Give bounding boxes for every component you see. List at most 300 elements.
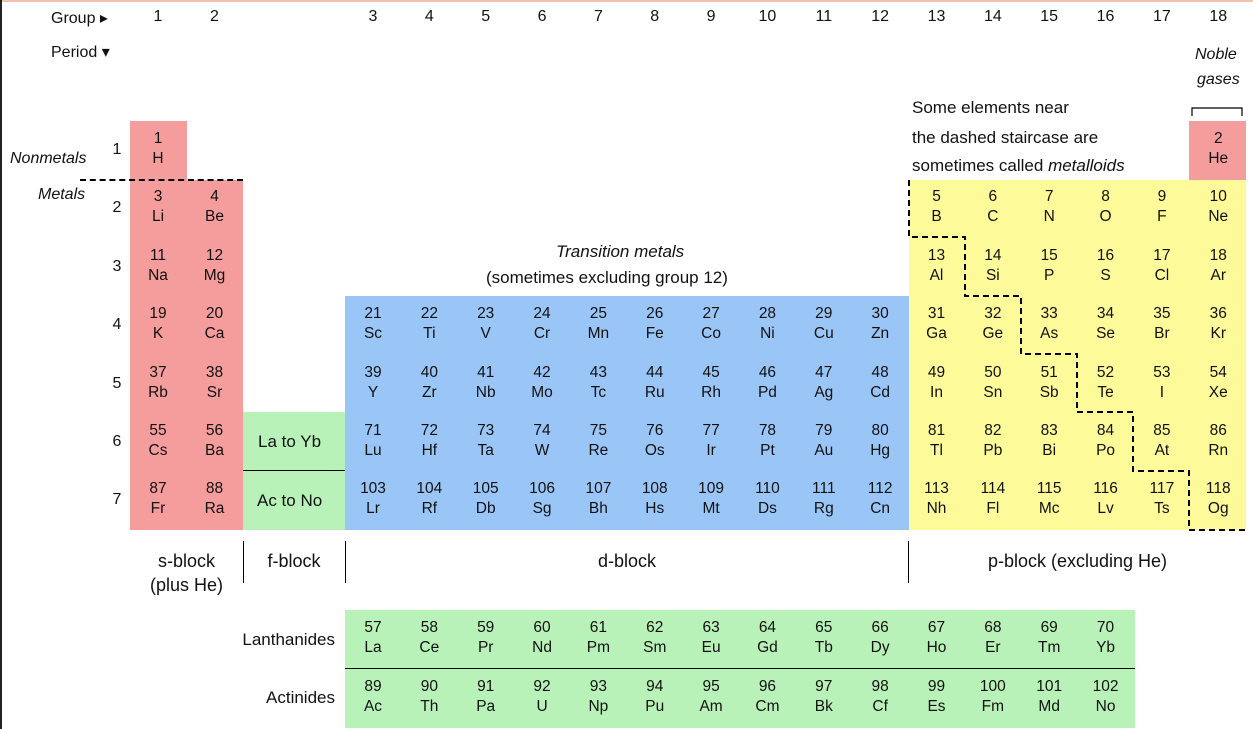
element-symbol: No: [1095, 698, 1116, 715]
atomic-number: 42: [533, 363, 551, 381]
atomic-number: 71: [364, 422, 382, 439]
element-symbol: Hs: [645, 500, 665, 518]
atomic-number: 10: [1209, 188, 1227, 206]
atomic-number: 39: [364, 363, 382, 381]
atomic-number: 88: [205, 480, 224, 498]
element-symbol: Te: [1097, 383, 1114, 401]
atomic-number: 108: [641, 480, 668, 498]
element-symbol: Sb: [1039, 383, 1059, 401]
element-symbol: V: [480, 325, 491, 343]
element-symbol: U: [536, 698, 548, 715]
element-symbol: Co: [701, 325, 721, 343]
element-symbol: Ir: [706, 442, 716, 459]
element-symbol: Db: [475, 500, 496, 518]
f-series-divider: [345, 668, 1135, 669]
element-symbol: In: [930, 383, 943, 401]
atomic-number: 70: [1096, 619, 1115, 636]
element-symbol: Es: [927, 698, 946, 715]
atomic-number: 110: [755, 480, 780, 498]
atomic-number: 11: [149, 246, 167, 264]
atomic-number: 41: [477, 363, 495, 381]
element-cell-la: [345, 618, 401, 658]
atomic-number: 19: [149, 305, 167, 323]
element-symbol: Li: [151, 208, 165, 226]
group-header: Group ▸: [51, 10, 108, 27]
element-symbol: Tc: [590, 383, 607, 401]
atomic-number: 1: [153, 130, 163, 147]
element-symbol: Pm: [586, 639, 611, 656]
element-symbol: Ca: [204, 325, 225, 343]
nonmetals-label: Nonmetals: [10, 150, 87, 167]
element-symbol: Cl: [1154, 266, 1170, 284]
element-cell-ho: [909, 618, 965, 658]
element-symbol: I: [1159, 383, 1165, 401]
atomic-number: 73: [477, 422, 495, 439]
element-symbol: At: [1154, 442, 1170, 459]
element-symbol: Ni: [760, 325, 775, 343]
atomic-number: 13: [927, 246, 946, 264]
atomic-number: 45: [702, 363, 720, 381]
atomic-number: 98: [871, 678, 889, 695]
element-symbol: Tm: [1037, 639, 1061, 656]
noble-gases-label-1: Noble: [1195, 46, 1237, 63]
element-cell-np: [570, 677, 626, 717]
group-number: 1: [153, 8, 163, 25]
element-symbol: Kr: [1210, 325, 1226, 343]
atomic-number: 81: [927, 422, 946, 439]
element-symbol: Ta: [477, 442, 494, 459]
element-symbol: Lv: [1097, 500, 1114, 518]
atomic-number: 105: [472, 480, 499, 498]
element-symbol: Th: [420, 698, 439, 715]
atomic-number: 74: [533, 422, 551, 439]
atomic-number: 36: [1209, 305, 1227, 323]
element-symbol: Po: [1096, 442, 1116, 459]
atomic-number: 8: [1101, 188, 1110, 206]
atomic-number: 82: [984, 422, 1002, 439]
period-header: Period ▾: [51, 44, 110, 61]
element-cell-gd: [739, 618, 795, 658]
atomic-number: 30: [871, 305, 889, 323]
element-cell-pa: [458, 677, 514, 717]
s-block-label: [130, 549, 243, 597]
atomic-number: 90: [420, 678, 438, 695]
atomic-number: 44: [646, 363, 664, 381]
element-symbol: Mn: [587, 325, 610, 343]
atomic-number: 92: [533, 678, 551, 695]
element-symbol: Ac: [363, 698, 383, 715]
transition-metals-label: Transition metals: [556, 242, 685, 261]
atomic-number: 24: [533, 305, 551, 323]
atomic-number: 68: [984, 619, 1002, 636]
element-cell-pu: [627, 677, 683, 717]
element-symbol: Fl: [986, 500, 1000, 518]
element-symbol: Mo: [531, 383, 553, 401]
element-symbol: Al: [929, 266, 944, 284]
element-symbol: Nh: [926, 500, 947, 518]
atomic-number: 56: [205, 422, 224, 439]
element-symbol: Np: [588, 698, 609, 715]
atomic-number: 65: [815, 619, 833, 636]
element-cell-tm: [1021, 618, 1077, 658]
group-number: 2: [210, 8, 219, 25]
element-symbol: Gd: [757, 639, 778, 656]
atomic-number: 78: [758, 422, 777, 439]
atomic-number: 60: [533, 619, 551, 636]
element-symbol: Pt: [760, 442, 775, 459]
element-symbol: Au: [814, 442, 834, 459]
atomic-number: 96: [758, 678, 777, 695]
element-symbol: Sn: [983, 383, 1003, 401]
atomic-number: 34: [1096, 305, 1115, 323]
atomic-number: 64: [758, 619, 777, 636]
atomic-number: 57: [364, 619, 382, 636]
group-number: 8: [650, 8, 660, 25]
group-number: 17: [1152, 8, 1171, 25]
atomic-number: 61: [589, 619, 608, 636]
element-cell-u: [514, 677, 570, 717]
atomic-number: 89: [364, 678, 382, 695]
element-symbol: Rf: [421, 500, 438, 518]
element-cell-tb: [796, 618, 852, 658]
atomic-number: 112: [867, 480, 893, 498]
atomic-number: 72: [420, 422, 438, 439]
atomic-number: 49: [927, 363, 946, 381]
atomic-number: 35: [1153, 305, 1171, 323]
atomic-number: 107: [585, 480, 612, 498]
atomic-number: 116: [1093, 480, 1118, 498]
atomic-number: 86: [1209, 422, 1227, 439]
atomic-number: 93: [589, 678, 608, 695]
element-symbol: Hf: [421, 442, 438, 459]
element-symbol: Sm: [643, 639, 667, 656]
atomic-number: 79: [815, 422, 833, 439]
element-symbol: Ag: [814, 383, 834, 401]
atomic-number: 9: [1157, 188, 1167, 206]
s-block-label-line-1: s-block: [157, 551, 215, 571]
element-symbol: Rh: [701, 383, 721, 401]
element-symbol: O: [1099, 208, 1112, 226]
atomic-number: 111: [812, 480, 836, 498]
element-symbol: Cu: [813, 325, 834, 343]
element-symbol: Ne: [1208, 208, 1229, 226]
atomic-number: 20: [205, 305, 224, 323]
atomic-number: 106: [529, 480, 555, 498]
element-cell-md: [1021, 677, 1077, 717]
atomic-number: 23: [477, 305, 495, 323]
atomic-number: 17: [1153, 246, 1171, 264]
atomic-number: 102: [1092, 678, 1119, 695]
period-number: 4: [112, 316, 122, 334]
atomic-number: 3: [153, 188, 163, 206]
period-number: 3: [112, 257, 122, 275]
element-symbol: P: [1044, 266, 1055, 284]
element-symbol: N: [1043, 208, 1055, 226]
element-cell-cm: [739, 677, 795, 717]
element-symbol: Re: [588, 442, 609, 459]
element-symbol: Lr: [366, 500, 380, 518]
element-symbol: Cm: [755, 698, 780, 715]
element-cell-es: [909, 677, 965, 717]
group-number: 12: [871, 8, 890, 25]
element-symbol: Sg: [532, 500, 552, 518]
atomic-number: 75: [589, 422, 608, 439]
atomic-number: 14: [984, 246, 1002, 264]
atomic-number: 2: [1213, 130, 1223, 147]
atomic-number: 99: [927, 678, 946, 695]
element-symbol: Rn: [1208, 442, 1229, 459]
p-block-label: p-block (excluding He): [987, 551, 1168, 571]
element-cell-nd: [514, 618, 570, 658]
atomic-number: 53: [1153, 363, 1171, 381]
element-symbol: Cs: [148, 442, 168, 459]
element-cell-no: [1078, 677, 1134, 717]
atomic-number: 63: [702, 619, 720, 636]
atomic-number: 95: [702, 678, 720, 695]
atomic-number: 69: [1040, 619, 1058, 636]
element-symbol: Hg: [870, 442, 891, 459]
atomic-number: 28: [758, 305, 777, 323]
element-symbol: Zn: [871, 325, 890, 343]
atomic-number: 32: [984, 305, 1002, 323]
element-symbol: Ba: [205, 442, 224, 459]
la-to-yb-label: La to Yb: [258, 432, 322, 451]
atomic-number: 55: [149, 422, 167, 439]
element-symbol: Sc: [363, 325, 383, 343]
group-number: 15: [1040, 8, 1059, 25]
element-symbol: Mt: [702, 500, 720, 518]
s-block-label-line-2: (plus He): [149, 575, 224, 595]
atomic-number: 103: [360, 480, 386, 498]
element-cell-pm: [570, 618, 626, 658]
element-symbol: Bi: [1042, 442, 1057, 459]
element-symbol: Fr: [150, 500, 166, 518]
atomic-number: 58: [420, 619, 438, 636]
element-symbol: Pu: [645, 698, 665, 715]
group-number: 18: [1209, 8, 1228, 25]
element-symbol: Fe: [645, 325, 664, 343]
element-symbol: Bk: [814, 698, 833, 715]
element-symbol: S: [1100, 266, 1111, 284]
atomic-number: 16: [1096, 246, 1115, 264]
group-number: 5: [481, 8, 491, 25]
element-symbol: Tb: [814, 639, 833, 656]
atomic-number: 91: [477, 678, 495, 695]
group-number: 3: [368, 8, 378, 25]
atomic-number: 50: [984, 363, 1002, 381]
atomic-number: 27: [702, 305, 720, 323]
atomic-number: 31: [927, 305, 946, 323]
element-symbol: W: [534, 442, 550, 459]
atomic-number: 83: [1040, 422, 1058, 439]
atomic-number: 54: [1209, 363, 1227, 381]
element-symbol: Ge: [982, 325, 1004, 343]
element-symbol: Ga: [926, 325, 947, 343]
ac-to-no-label: Ac to No: [257, 491, 323, 510]
element-symbol: C: [987, 208, 999, 226]
element-symbol: Eu: [701, 639, 721, 656]
element-cell-cf: [852, 677, 908, 717]
atomic-number: 4: [210, 188, 219, 206]
period-number: 5: [112, 374, 122, 392]
atomic-number: 46: [758, 363, 777, 381]
period-number: 6: [112, 433, 122, 450]
atomic-number: 62: [646, 619, 664, 636]
element-symbol: Mg: [203, 266, 226, 284]
atomic-number: 15: [1040, 246, 1058, 264]
atomic-number: 6: [988, 188, 998, 206]
element-cell-fm: [965, 677, 1021, 717]
element-symbol: Bh: [588, 500, 608, 518]
atomic-number: 51: [1040, 363, 1058, 381]
element-symbol: Pd: [757, 383, 777, 401]
group-number: 13: [927, 8, 946, 25]
element-symbol: Ti: [423, 325, 436, 343]
atomic-number: 113: [924, 480, 949, 498]
transition-metals-note: (sometimes excluding group 12): [486, 268, 728, 287]
element-symbol: Fm: [981, 698, 1005, 715]
element-cell-ce: [401, 618, 457, 658]
element-symbol: Rb: [148, 383, 168, 401]
atomic-number: 117: [1149, 480, 1175, 498]
group-number: 14: [983, 8, 1002, 25]
atomic-number: 100: [979, 678, 1006, 695]
atomic-number: 94: [646, 678, 664, 695]
element-symbol: Sr: [206, 383, 223, 401]
atomic-number: 76: [646, 422, 664, 439]
element-symbol: Xe: [1208, 383, 1228, 401]
element-symbol: Ho: [926, 639, 947, 656]
element-symbol: B: [931, 208, 942, 226]
element-symbol: Nd: [532, 639, 552, 656]
element-cell-dy: [852, 618, 908, 658]
atomic-number: 80: [871, 422, 889, 439]
element-symbol: F: [1157, 208, 1167, 226]
atomic-number: 12: [205, 246, 224, 264]
atomic-number: 87: [149, 480, 167, 498]
element-symbol: Tl: [930, 442, 943, 459]
element-symbol: Pa: [476, 698, 496, 715]
element-symbol: Mc: [1038, 500, 1060, 518]
atomic-number: 115: [1036, 480, 1062, 498]
element-symbol: Md: [1038, 698, 1060, 715]
element-cell-bk: [796, 677, 852, 717]
element-symbol: Yb: [1096, 639, 1116, 656]
element-symbol: Ar: [1210, 266, 1226, 284]
atomic-number: 5: [932, 188, 941, 206]
atomic-number: 104: [416, 480, 443, 498]
actinides-label: Actinides: [266, 688, 335, 707]
element-symbol: Si: [985, 266, 1000, 284]
element-symbol: Cr: [533, 325, 551, 343]
atomic-number: 47: [815, 363, 833, 381]
element-cell-sm: [627, 618, 683, 658]
element-symbol: As: [1040, 325, 1059, 343]
atomic-number: 29: [815, 305, 833, 323]
period-number: 7: [112, 491, 122, 509]
atomic-number: 25: [589, 305, 608, 323]
atomic-number: 21: [364, 305, 382, 323]
period-number: 1: [112, 141, 122, 158]
metals-label: Metals: [38, 186, 86, 203]
element-cell-yb: [1078, 618, 1134, 658]
metalloid-note-line-2: the dashed staircase are: [912, 128, 1099, 147]
element-symbol: Be: [205, 208, 224, 226]
metalloid-note-text: sometimes called: [912, 156, 1049, 175]
group-number: 16: [1096, 8, 1115, 25]
element-symbol: K: [152, 325, 164, 343]
atomic-number: 7: [1044, 188, 1054, 206]
element-symbol: Y: [367, 383, 379, 401]
atomic-number: 18: [1209, 246, 1227, 264]
atomic-number: 43: [589, 363, 608, 381]
group-number: 7: [593, 8, 603, 25]
group-number: 9: [706, 8, 716, 25]
element-symbol: Ru: [644, 383, 665, 401]
atomic-number: 59: [477, 619, 495, 636]
f-block-label: f-block: [267, 551, 321, 571]
element-symbol: Pr: [477, 639, 494, 656]
atomic-number: 40: [420, 363, 438, 381]
atomic-number: 101: [1036, 678, 1063, 695]
atomic-number: 48: [871, 363, 889, 381]
atomic-number: 37: [149, 363, 167, 381]
element-cell-pr: [458, 618, 514, 658]
element-symbol: Ts: [1154, 500, 1170, 518]
atomic-number: 114: [980, 480, 1006, 498]
period-number: 2: [112, 199, 122, 217]
element-symbol: He: [1208, 150, 1229, 167]
element-symbol: Cf: [872, 698, 888, 715]
element-symbol: Dy: [870, 639, 890, 656]
atomic-number: 52: [1096, 363, 1115, 381]
element-symbol: La: [364, 639, 382, 656]
metalloid-note-line-1: Some elements near: [912, 98, 1069, 117]
atomic-number: 67: [927, 619, 946, 636]
element-symbol: Cd: [870, 383, 891, 401]
atomic-number: 84: [1096, 422, 1115, 439]
element-symbol: Am: [699, 698, 723, 715]
element-symbol: Ds: [757, 500, 777, 518]
element-symbol: Br: [1154, 325, 1170, 343]
element-symbol: Zr: [422, 383, 437, 401]
element-symbol: Se: [1096, 325, 1116, 343]
atomic-number: 85: [1153, 422, 1171, 439]
group-number: 10: [758, 8, 777, 25]
atomic-number: 66: [871, 619, 889, 636]
element-symbol: Pb: [983, 442, 1003, 459]
element-symbol: Na: [148, 266, 168, 284]
element-symbol: Rg: [813, 500, 834, 518]
atomic-number: 109: [698, 480, 725, 498]
element-symbol: Ra: [204, 500, 225, 518]
element-symbol: Cn: [870, 500, 891, 518]
element-cell-th: [401, 677, 457, 717]
group-number: 6: [537, 8, 547, 25]
element-cell-am: [683, 677, 739, 717]
element-symbol: H: [152, 150, 164, 167]
element-symbol: Os: [644, 442, 665, 459]
element-symbol: Lu: [364, 442, 382, 459]
element-symbol: Ce: [419, 639, 440, 656]
element-cell-ac: [345, 677, 401, 717]
atomic-number: 22: [420, 305, 438, 323]
metalloid-note-emphasis: metalloids: [1048, 156, 1125, 175]
atomic-number: 118: [1205, 480, 1231, 498]
element-symbol: Er: [985, 639, 1001, 656]
element-symbol: Og: [1207, 500, 1229, 518]
group-number: 11: [815, 8, 833, 25]
